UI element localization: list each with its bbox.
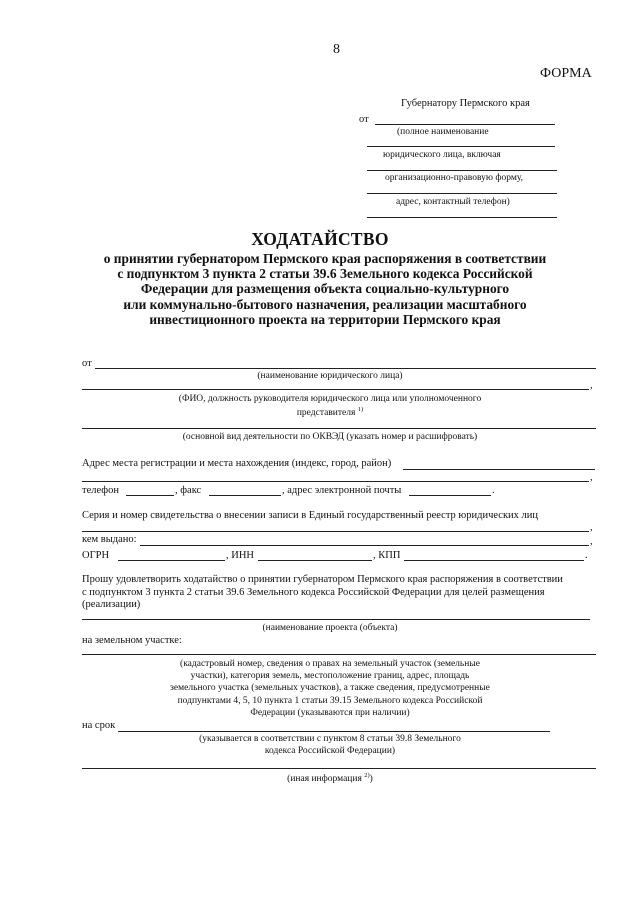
term-hint-1: (указывается в соответствии с пунктом 8 статьи 39.8 Земельного <box>199 734 461 744</box>
certificate-comma: , <box>590 522 593 533</box>
addressee-hint-4: адрес, контактный телефон) <box>396 197 510 207</box>
applicant-okved-line[interactable] <box>82 428 596 429</box>
subtitle-line-4: или коммунально-бытового назначения, реализации масштабного <box>123 296 527 312</box>
addressee-governor: Губернатору Пермского края <box>401 98 530 109</box>
other-info-hint: (иная информация <box>287 774 362 785</box>
applicant-rep-hint-2: представителя <box>296 408 356 419</box>
certificate-line[interactable] <box>82 531 589 532</box>
term-hint-2: кодекса Российской Федерации) <box>264 746 396 756</box>
subtitle-line-1: о принятии губернатором Пермского края распоряжения в соответствии <box>103 251 547 266</box>
addressee-line-5[interactable] <box>367 217 557 218</box>
term-label: на срок <box>82 720 116 731</box>
plot-hint-line-5: Федерации (указываются при наличии) <box>250 707 410 718</box>
applicant-name-line[interactable] <box>95 368 596 369</box>
plot-hint-line-3: земельного участка (земельных участков), а также сведения, предусмотренные <box>170 683 490 694</box>
addressee-line-3[interactable] <box>367 170 557 171</box>
plot-label: на земельном участке: <box>82 635 182 646</box>
kpp-period: . <box>585 550 588 561</box>
inn-field[interactable] <box>258 560 372 561</box>
other-info-hint-wrap <box>80 772 580 784</box>
addressee-line-2[interactable] <box>367 146 555 147</box>
applicant-okved-hint: (основной вид деятельности по ОКВЭД (указать номер и расшифровать) <box>182 432 478 442</box>
applicant-rep-comma: , <box>590 380 593 391</box>
ogrn-field[interactable] <box>118 560 225 561</box>
addressee-hint-1: (полное наименование <box>397 127 489 137</box>
kpp-field[interactable] <box>404 560 584 561</box>
issued-by-label: кем выдано: <box>82 534 137 545</box>
addressee-from-label: от <box>359 114 369 125</box>
kpp-label: , КПП <box>373 550 401 561</box>
email-period: . <box>492 485 495 496</box>
addressee-line-4[interactable] <box>367 193 557 194</box>
applicant-rep-hint-2-wrap <box>80 406 580 418</box>
document-title: ХОДАТАЙСТВО <box>251 229 389 249</box>
phone-field[interactable] <box>126 495 174 496</box>
document-subtitle <box>60 251 590 327</box>
address-line-1[interactable] <box>403 469 595 470</box>
subtitle-line-2: с подпунктом 3 пункта 2 статьи 39.6 Земельного кодекса Российской <box>117 266 533 282</box>
issued-by-comma: , <box>590 536 593 547</box>
certificate-label: Серия и номер свидетельства о внесении записи в Единый государственный реестр юридических лиц <box>82 510 539 521</box>
subtitle-line-3: Федерации для размещения объекта социально-культурного <box>140 281 510 297</box>
footnote-1-mark: 1) <box>357 406 364 413</box>
addressee-hint-2: юридического лица, включая <box>383 150 501 160</box>
address-label: Адрес места регистрации и места нахождения (индекс, город, район) <box>82 458 392 469</box>
plot-hint-line-1: (кадастровый номер, сведения о правах на земельный участок (земельные <box>180 659 480 669</box>
applicant-rep-hint-1: (ФИО, должность руководителя юридического лица или уполномоченного <box>178 394 482 404</box>
applicant-name-hint: (наименование юридического лица) <box>257 371 403 381</box>
email-label: , адрес электронной почты <box>282 485 402 496</box>
phone-label: телефон <box>82 485 119 496</box>
applicant-from-label: от <box>82 358 92 369</box>
inn-label: , ИНН <box>226 550 254 561</box>
fax-label: , факс <box>175 485 202 496</box>
request-line-3: (реализации) <box>82 599 141 610</box>
addressee-hint-3: организационно-правовую форму, <box>385 173 524 183</box>
other-info-hint-close: ) <box>369 774 373 785</box>
address-line-2[interactable] <box>82 481 589 482</box>
issued-by-field[interactable] <box>140 545 589 546</box>
subtitle-line-5: инвестиционного проекта на территории Пермского края <box>149 311 501 327</box>
project-name-field[interactable] <box>82 619 590 620</box>
email-field[interactable] <box>409 495 491 496</box>
plot-info-field[interactable] <box>82 654 596 655</box>
project-name-hint: (наименование проекта (объекта) <box>262 623 398 633</box>
applicant-rep-line[interactable] <box>82 389 589 390</box>
footnote-2-mark: 2) <box>364 772 370 779</box>
form-label: ФОРМА <box>540 66 592 81</box>
plot-hint-line-4: подпунктами 4, 5, 10 пункта 1 статьи 39.15 Земельного кодекса Российской <box>177 695 483 706</box>
request-line-2: с подпунктом 3 пункта 2 статьи 39.6 Земельного кодекса Российской Федерации для целей размещения <box>82 587 545 598</box>
plot-hint <box>80 658 580 719</box>
plot-hint-line-2: участки), категория земель, местоположение границ, адрес, площадь <box>190 671 470 682</box>
addressee-name-line[interactable] <box>375 124 555 125</box>
fax-field[interactable] <box>209 495 281 496</box>
term-field[interactable] <box>118 731 550 732</box>
page-number: 8 <box>333 42 340 57</box>
other-info-field[interactable] <box>82 768 596 769</box>
address-comma: , <box>590 472 593 483</box>
request-line-1: Прошу удовлетворить ходатайство о принятии губернатором Пермского края распоряжения в соответствии <box>82 574 563 585</box>
ogrn-label: ОГРН <box>82 550 110 561</box>
